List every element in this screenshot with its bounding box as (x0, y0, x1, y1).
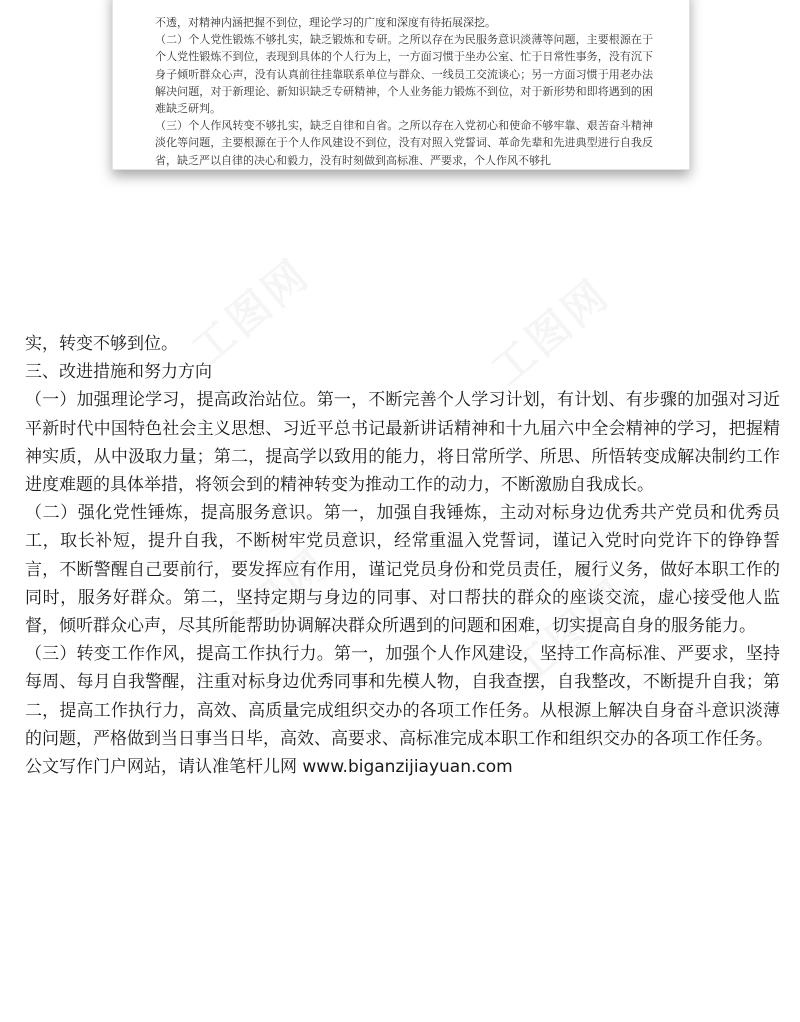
footer-note: 公文写作门户网站，请认准笔杆儿网 www.biganzijiayuan.com (25, 757, 513, 778)
document-preview-card (112, 0, 690, 170)
preview-text (155, 0, 653, 169)
preview-cut-line (155, 0, 653, 14)
document-body (25, 330, 780, 781)
paragraph-continuation: 实，转变不够到位。 (25, 334, 178, 354)
preview-line-1: 不透，对精神内涵把握不到位，理论学习的广度和深度有待拓展深挖。 (155, 16, 496, 29)
watermark: 工图网 (482, 268, 620, 396)
watermark: 工图网 (502, 568, 640, 696)
preview-paragraph-2: （二）个人党性锻炼不够扎实，缺乏锻炼和专研。之所以存在为民服务意识淡薄等问题，主要根源在于个人党性锻炼不到位，表现到具体的个人行为上，一方面习惯于坐办公室、忙于日常性事务，没有沉下身子倾听群众心声，没有认真前往挂靠联系单位与群众、一线员工交流谈心；另一方面习惯于用老办法解决问题，对于新理论、新知识缺乏专研精神，个人业务能力锻炼不到位，对于新形势和即将遇到的困难缺乏研判。 (155, 33, 653, 116)
paragraph-1: （一）加强理论学习，提高政治站位。第一，不断完善个人学习计划，有计划、有步骤的加强对习近平新时代中国特色社会主义思想、习近平总书记最新讲话精神和十九届六中全会精神的学习，把握精神实质，从中汲取力量；第二，提高学以致用的能力，将日常所学、所思、所悟转变成解决制约工作进度难题的具体举措，将领会到的精神转变为推动工作的动力，不断激励自我成长。 (25, 390, 780, 496)
document-preview-area (0, 0, 800, 250)
paragraph-2: （二）强化党性锤炼，提高服务意识。第一，加强自我锤炼，主动对标身边优秀共产党员和优秀员工，取长补短，提升自我，不断树牢党员意识，经常重温入党誓词，谨记入党时向党许下的铮铮誓言，不断警醒自己要前行，要发挥应有作用，谨记党员身份和党员责任，履行义务，做好本职工作的同时，服务好群众。第二，坚持定期与身边的同事、对口帮扶的群众的座谈交流，虚心接受他人监督，倾听群众心声，尽其所能帮助协调解决群众所遇到的问题和困难，切实提高自身的服务能力。 (25, 503, 780, 637)
watermark: 工图网 (202, 538, 340, 666)
watermark: 工图网 (182, 248, 320, 376)
section-heading: 三、改进措施和努力方向 (25, 362, 212, 383)
preview-paragraph-3: （三）个人作风转变不够扎实，缺乏自律和自省。之所以存在入党初心和使命不够牢靠、艰苦奋斗精神淡化等问题，主要根源在于个人作风建设不到位，没有对照入党誓词、革命先辈和先进典型进行自我反省，缺乏严以自律的决心和毅力，没有时刻做到高标准、严要求，个人作风不够扎 (155, 119, 653, 167)
paragraph-3: （三）转变工作作风，提高工作执行力。第一，加强个人作风建设，坚持工作高标准、严要求，坚持每周、每月自我警醒，注重对标身边优秀同事和先模人物，自我查摆，自我整改，不断提升自我；第二，提高工作执行力，高效、高质量完成组织交办的各项工作任务。从根源上解决自身奋斗意识淡薄的问题，严格做到当日事当日毕，高效、高要求、高标准完成本职工作和组织交办的各项工作任务。 (25, 644, 780, 749)
